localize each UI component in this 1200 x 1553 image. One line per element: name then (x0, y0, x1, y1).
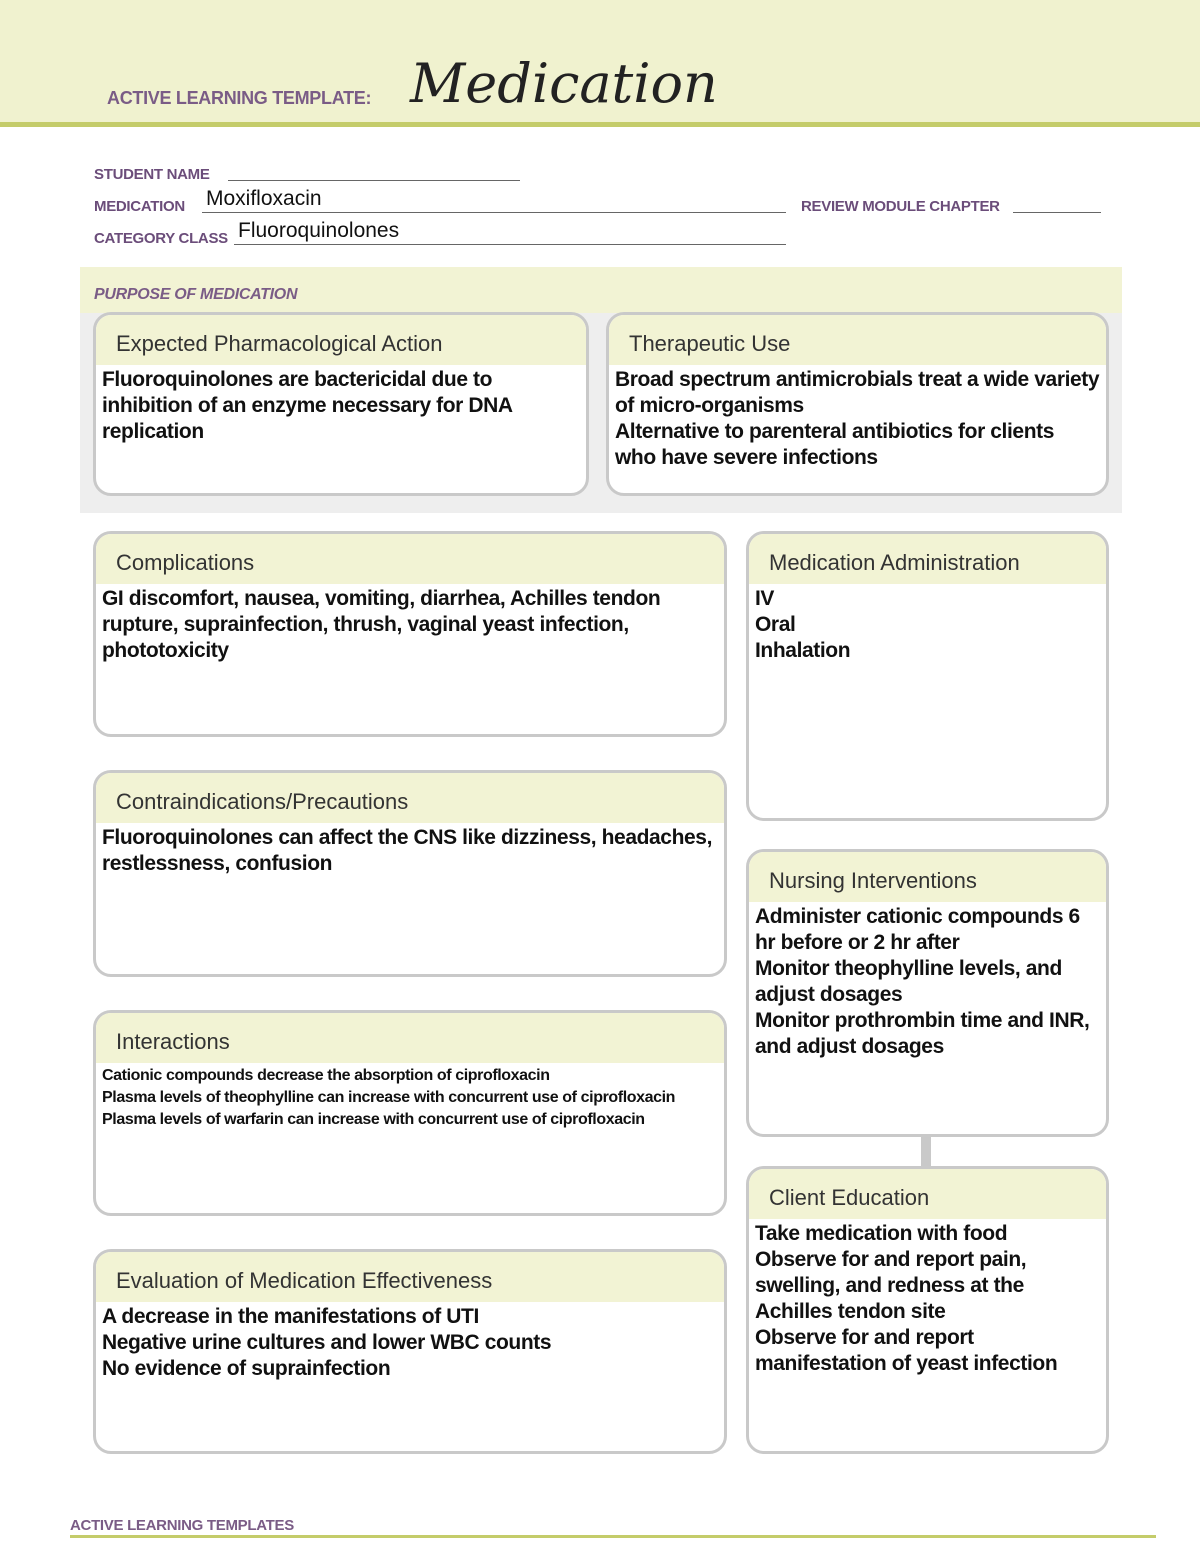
footer-label: ACTIVE LEARNING TEMPLATES (70, 1517, 294, 1534)
evaluation-title: Evaluation of Medication Effectiveness (96, 1252, 724, 1302)
interactions-line: Plasma levels of theophylline can increase with concurrent use of ciprofloxacin (102, 1089, 676, 1106)
nursing-interventions-title: Nursing Interventions (749, 852, 1106, 902)
administration-line: IV (755, 587, 775, 610)
medication-label: MEDICATION (94, 198, 185, 215)
page-title: Medication (410, 52, 718, 115)
complications-title: Complications (96, 534, 724, 584)
contraindications-body (96, 823, 724, 877)
footer-rule (70, 1535, 1156, 1538)
administration-title: Medication Administration (749, 534, 1106, 584)
evaluation-body (96, 1302, 724, 1382)
review-module-label: REVIEW MODULE CHAPTER (801, 198, 1000, 215)
client-education-line: Observe for and report manifestation of yeast infection (755, 1326, 1058, 1375)
complications-line: GI discomfort, nausea, vomiting, diarrhea, Achilles tendon rupture, suprainfection, thrush, vaginal yeast infection, phototoxicity (102, 587, 661, 662)
evaluation-line: A decrease in the manifestations of UTI (102, 1305, 479, 1328)
pharm-action-title: Expected Pharmacological Action (96, 315, 586, 365)
evaluation-line: No evidence of suprainfection (102, 1357, 391, 1380)
category-class-value: Fluoroquinolones (238, 219, 400, 242)
medication-value: Moxifloxacin (206, 187, 322, 210)
complications-body (96, 584, 724, 664)
review-module-field[interactable] (1013, 212, 1101, 213)
nursing-interventions-line: Monitor prothrombin time and INR, and adjust dosages (755, 1009, 1090, 1058)
connector (921, 1135, 931, 1167)
nursing-interventions-line: Administer cationic compounds 6 hr before or 2 hr after (755, 905, 1080, 954)
pharm-action-body (96, 365, 586, 445)
administration-body (749, 584, 1106, 664)
therapeutic-use-body (609, 365, 1106, 471)
client-education-box (746, 1166, 1109, 1454)
client-education-title: Client Education (749, 1169, 1106, 1219)
student-name-label: STUDENT NAME (94, 166, 210, 183)
administration-line: Inhalation (755, 639, 851, 662)
header-rule (0, 122, 1200, 127)
therapeutic-use-title: Therapeutic Use (609, 315, 1106, 365)
therapeutic-use-box (606, 312, 1109, 496)
client-education-body (749, 1219, 1106, 1377)
client-education-line: Observe for and report pain, swelling, and redness at the Achilles tendon site (755, 1248, 1027, 1323)
category-class-field[interactable] (234, 244, 786, 245)
interactions-body (96, 1063, 724, 1131)
pharm-action-line: Fluoroquinolones are bactericidal due to inhibition of an enzyme necessary for DNA replication (102, 368, 512, 443)
contraindications-title: Contraindications/Precautions (96, 773, 724, 823)
administration-line: Oral (755, 613, 796, 636)
administration-box (746, 531, 1109, 821)
category-class-label: CATEGORY CLASS (94, 230, 228, 247)
therapeutic-use-line: Broad spectrum antimicrobials treat a wide variety of micro-organisms (615, 368, 1100, 417)
purpose-label: PURPOSE OF MEDICATION (94, 286, 298, 303)
nursing-interventions-line: Monitor theophylline levels, and adjust dosages (755, 957, 1062, 1006)
interactions-line: Cationic compounds decrease the absorption of ciprofloxacin (102, 1067, 550, 1084)
pharm-action-box (93, 312, 589, 496)
student-name-field[interactable] (228, 180, 520, 181)
interactions-line: Plasma levels of warfarin can increase with concurrent use of ciprofloxacin (102, 1111, 645, 1128)
client-education-line: Take medication with food (755, 1222, 1008, 1245)
medication-field[interactable] (202, 212, 786, 213)
nursing-interventions-box (746, 849, 1109, 1137)
template-label: ACTIVE LEARNING TEMPLATE: (107, 88, 372, 108)
contraindications-box (93, 770, 727, 977)
evaluation-box (93, 1249, 727, 1454)
complications-box (93, 531, 727, 737)
interactions-box (93, 1010, 727, 1216)
evaluation-line: Negative urine cultures and lower WBC counts (102, 1331, 552, 1354)
contraindications-line: Fluoroquinolones can affect the CNS like dizziness, headaches, restlessness, confusion (102, 826, 713, 875)
therapeutic-use-line: Alternative to parenteral antibiotics for clients who have severe infections (615, 420, 1055, 469)
nursing-interventions-body (749, 902, 1106, 1060)
interactions-title: Interactions (96, 1013, 724, 1063)
